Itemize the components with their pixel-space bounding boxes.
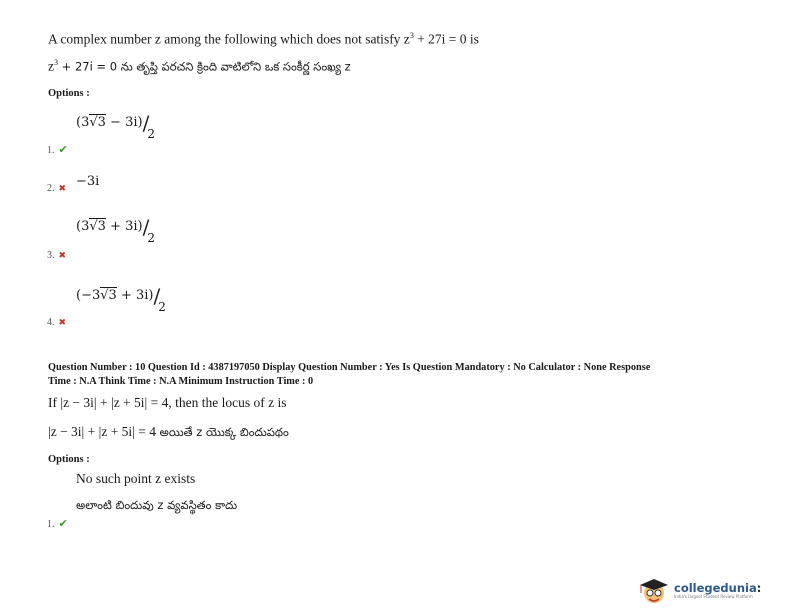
q10-option-1-telugu: అలాంటి బిందువు z వ్యవస్థితం కాదు	[76, 498, 238, 512]
q9-option-3-marker: 3. ✖	[47, 250, 67, 261]
q9-option-2-value: −3i	[76, 174, 100, 189]
q9-option-3-value: (3√3 + 3i)/2	[76, 215, 155, 245]
q9-option-1-value: (3√3 − 3i)/2	[76, 111, 155, 141]
q10-meta-line-2: Time : N.A Think Time : N.A Minimum Instruction Time : 0	[48, 376, 314, 387]
q10-text-english: If |z − 3i| + |z + 5i| = 4, then the locus of z is	[48, 395, 287, 410]
collegedunia-logo: collegedunia: India's largest Student Review Platform	[637, 577, 761, 605]
q9-option-2-marker: 2. ✖	[47, 183, 67, 194]
wrong-cross-icon: ✖	[58, 318, 67, 328]
correct-check-icon: ✔	[58, 143, 68, 156]
q10-option-1-marker: 1. ✔	[47, 517, 68, 530]
correct-check-icon: ✔	[58, 517, 68, 530]
q10-options-label: Options :	[48, 454, 90, 465]
wrong-cross-icon: ✖	[58, 184, 67, 194]
q10-text-telugu: |z − 3i| + |z + 5i| = 4 అయితే z యొక్క బిందుపథం	[48, 424, 289, 439]
q9-text-telugu: $z^3 + 27i = 0$ ను తృప్తి పరచని క్రింది వాటిలోని ఒక సంకీర్ణ సంఖ్య z	[48, 58, 351, 74]
wrong-cross-icon: ✖	[58, 251, 67, 261]
q9-option-4-marker: 4. ✖	[47, 317, 67, 328]
q9-option-4-value: (−3√3 + 3i)/2	[76, 284, 166, 314]
q10-meta-line-1: Question Number : 10 Question Id : 4387197050 Display Question Number : Yes Is Question Mandatory : No Calculator : None Response	[48, 362, 651, 373]
q9-options-label: Options :	[48, 88, 90, 99]
q9-text-english: A complex number z among the following which does not satisfy $z^3 + 27i = 0$ is	[48, 31, 479, 47]
mascot-icon	[637, 577, 671, 605]
q10-option-1-english: No such point z exists	[76, 471, 196, 486]
q9-option-1-marker: 1. ✔	[47, 143, 68, 156]
